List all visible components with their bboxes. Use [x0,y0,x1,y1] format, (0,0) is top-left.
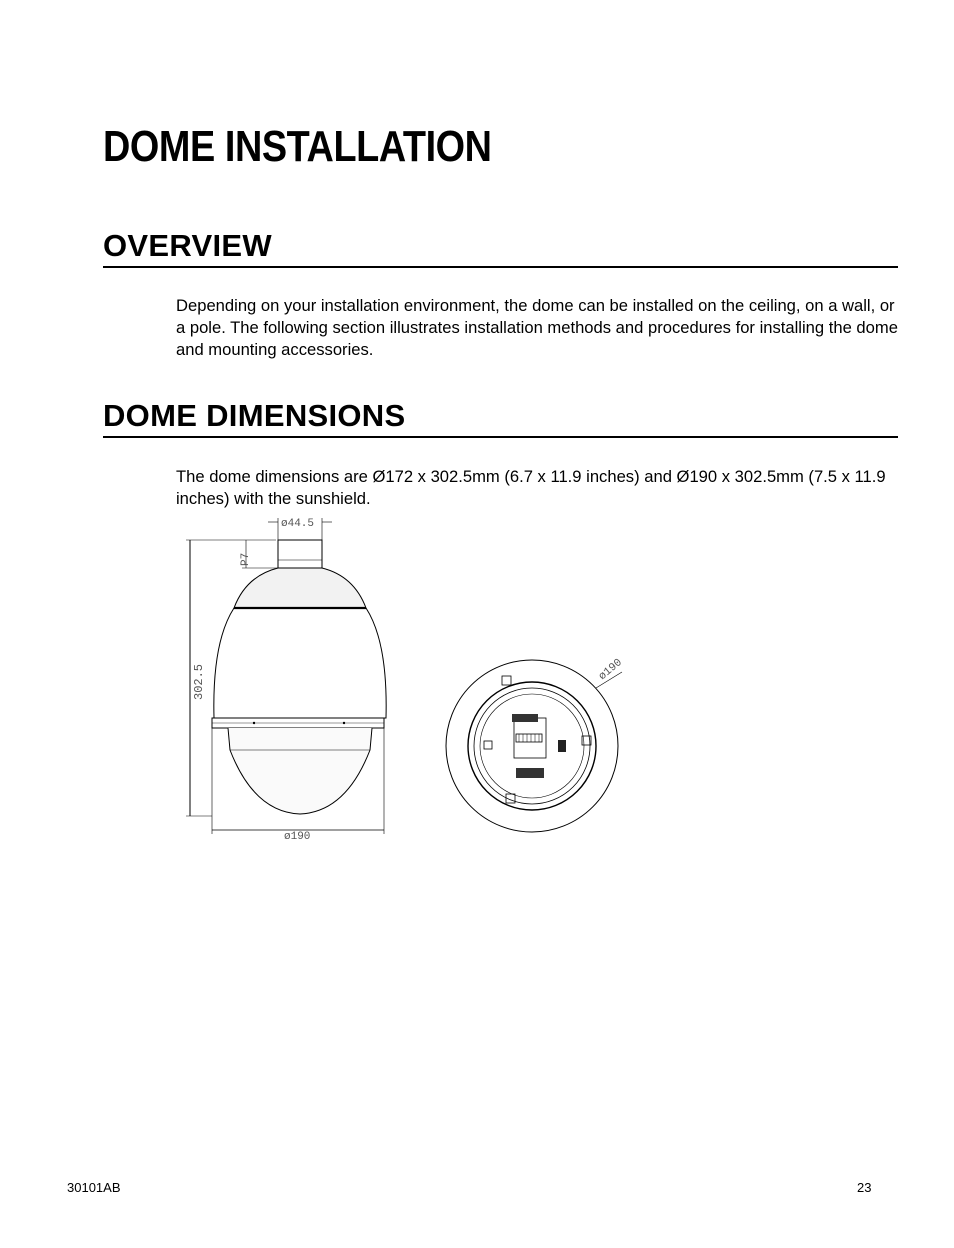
total-height-label: 302.5 [192,663,206,700]
bottom-diameter-label: ø190 [284,831,311,843]
dome-dimensions-paragraph: The dome dimensions are Ø172 x 302.5mm (6.7 x 11.9 inches) and Ø190 x 302.5mm (7.5 x 11.9 inches) with the sunshield. [176,467,886,508]
dome-side-view [186,518,386,834]
dome-dimensions-figure [176,512,636,849]
overview-paragraph: Depending on your installation environment, the dome can be installed on the ceiling, on a wall, or a pole. The following section illustrates installation methods and procedures for installing the dome and mounting accessories. [176,296,898,359]
top-diameter-label: ø44.5 [281,518,315,530]
neck-height-label: P7 [240,552,252,566]
chapter-title: DOME INSTALLATION [103,122,492,171]
section-heading-overview: OVERVIEW [103,228,898,268]
section-heading-dome-dimensions: DOME DIMENSIONS [103,398,898,438]
page-number: 23 [857,1180,872,1195]
dome-dimensions-drawing [176,512,636,844]
dome-top-view [446,660,622,832]
top-view-diameter-label: ø190 [596,656,625,684]
document-number: 30101AB [67,1180,121,1195]
